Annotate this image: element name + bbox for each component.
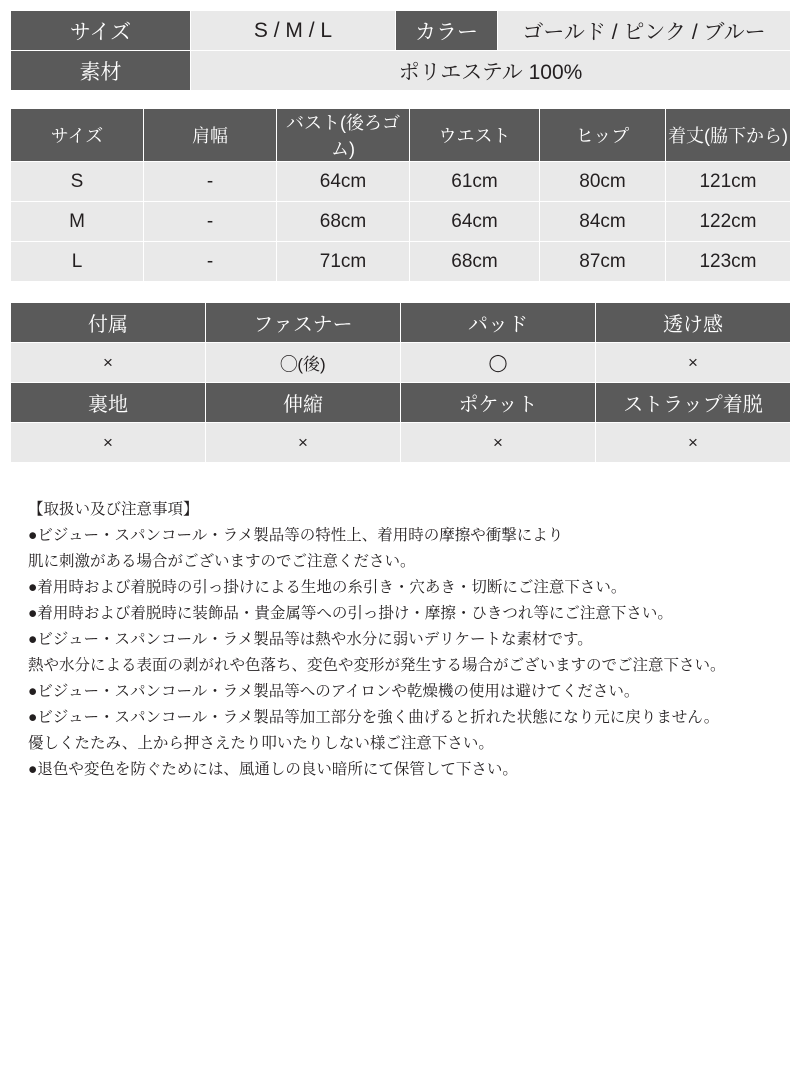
size-cell: 64cm — [277, 162, 410, 202]
care-note-line: 優しくたたみ、上から押さえたり叩いたりしない様ご注意下さい。 — [28, 735, 494, 753]
attr-value-strap-detach: × — [596, 423, 791, 463]
size-cell: 121cm — [666, 162, 791, 202]
attr-value-pocket: × — [401, 423, 596, 463]
care-note-line: ●ビジュー・スパンコール・ラメ製品等の特性上、着用時の摩擦や衝撃により — [28, 527, 564, 545]
attr-header-sheerness: 透け感 — [596, 303, 791, 343]
attribute-table — [10, 302, 791, 463]
spec-value-material: ポリエステル 100% — [191, 51, 791, 91]
size-cell: 68cm — [277, 202, 410, 242]
attr-header-stretch: 伸縮 — [206, 383, 401, 423]
size-cell: S — [11, 162, 144, 202]
care-note-line: 熱や水分による表面の剥がれや色落ち、変色や変形が発生する場合がございますのでご注意下さい。 — [28, 657, 726, 675]
care-notes-title: 【取扱い及び注意事項】 — [28, 501, 199, 518]
size-measurement-table — [10, 108, 791, 282]
attr-header-zipper: ファスナー — [206, 303, 401, 343]
spec-label-material: 素材 — [11, 51, 191, 91]
attr-header-pad: パッド — [401, 303, 596, 343]
size-cell: M — [11, 202, 144, 242]
size-cell: 87cm — [540, 242, 666, 282]
size-cell: L — [11, 242, 144, 282]
size-cell: 80cm — [540, 162, 666, 202]
table-row — [11, 109, 791, 162]
size-cell: 64cm — [410, 202, 540, 242]
size-table-body — [11, 162, 791, 282]
spec-table — [10, 10, 791, 91]
attr-value-pad: ◯ — [401, 343, 596, 383]
size-col-header-waist: ウエスト — [410, 109, 540, 162]
size-col-header-hip: ヒップ — [540, 109, 666, 162]
attr-header-pocket: ポケット — [401, 383, 596, 423]
attribute-table-body — [11, 303, 791, 463]
spec-label-size: サイズ — [11, 11, 191, 51]
table-row — [11, 162, 791, 202]
attr-header-accessory: 付属 — [11, 303, 206, 343]
attr-value-sheerness: × — [596, 343, 791, 383]
spec-label-color: カラー — [396, 11, 498, 51]
spec-value-color: ゴールド / ピンク / ブルー — [498, 11, 791, 51]
size-col-header-bust: バスト(後ろゴム) — [277, 109, 410, 162]
care-note-line: ●着用時および着脱時の引っ掛けによる生地の糸引き・穴あき・切断にご注意下さい。 — [28, 579, 627, 597]
table-row — [11, 51, 791, 91]
size-cell: 71cm — [277, 242, 410, 282]
attr-value-lining: × — [11, 423, 206, 463]
care-note-line: ●退色や変色を防ぐためには、風通しの良い暗所にて保管して下さい。 — [28, 761, 518, 779]
size-col-header-shoulder: 肩幅 — [144, 109, 277, 162]
table-row — [11, 11, 791, 51]
table-row — [11, 242, 791, 282]
care-note-line: 肌に刺激がある場合がございますのでご注意ください。 — [28, 553, 416, 571]
table-row — [11, 202, 791, 242]
size-table-header — [11, 109, 791, 162]
attr-header-strap-detach: ストラップ着脱 — [596, 383, 791, 423]
size-cell: - — [144, 202, 277, 242]
spec-table-body — [11, 11, 791, 91]
size-cell: - — [144, 242, 277, 282]
table-row — [11, 383, 791, 423]
attr-value-accessory: × — [11, 343, 206, 383]
table-row — [11, 423, 791, 463]
size-cell: - — [144, 162, 277, 202]
size-cell: 61cm — [410, 162, 540, 202]
care-note-line: ●着用時および着脱時に装飾品・貴金属等への引っ掛け・摩擦・ひきつれ等にご注意下さい。 — [28, 605, 673, 623]
size-cell: 68cm — [410, 242, 540, 282]
size-col-header-length: 着丈(脇下から) — [666, 109, 791, 162]
size-cell: 122cm — [666, 202, 791, 242]
table-row — [11, 303, 791, 343]
table-row — [11, 343, 791, 383]
attr-value-zipper: ◯(後) — [206, 343, 401, 383]
attr-header-lining: 裏地 — [11, 383, 206, 423]
size-col-header-size: サイズ — [11, 109, 144, 162]
size-cell: 84cm — [540, 202, 666, 242]
attr-value-stretch: × — [206, 423, 401, 463]
care-note-line: ●ビジュー・スパンコール・ラメ製品等へのアイロンや乾燥機の使用は避けてください。 — [28, 683, 640, 701]
size-cell: 123cm — [666, 242, 791, 282]
care-note-line: ●ビジュー・スパンコール・ラメ製品等は熱や水分に弱いデリケートな素材です。 — [28, 631, 593, 649]
care-notes — [10, 497, 790, 783]
spec-value-size: S / M / L — [191, 11, 396, 51]
care-note-line: ●ビジュー・スパンコール・ラメ製品等加工部分を強く曲げると折れた状態になり元に戻りません。 — [28, 709, 720, 727]
